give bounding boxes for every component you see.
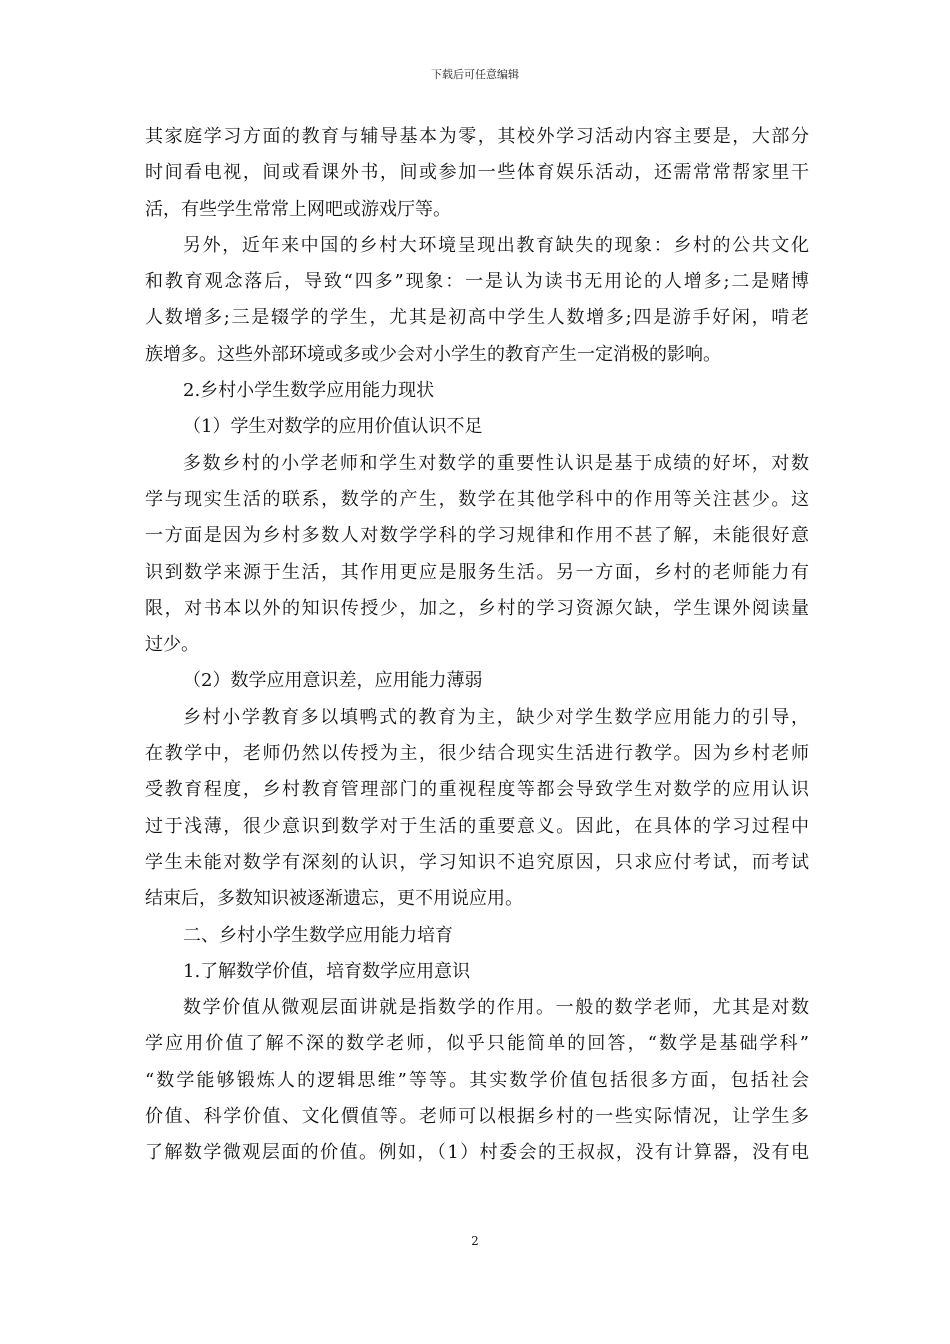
paragraph-line: 一方面是因为乡村多数人对数学学科的学习规律和作用不甚了解，未能很好意 [145,525,809,547]
paragraph-line: 人数增多;三是辍学的学生，尤其是初高中学生人数增多;四是游手好闲，啃老 [145,307,809,329]
paragraph-line: 其家庭学习方面的教育与辅导基本为零，其校外学习活动内容主要是，大部分 [145,126,809,147]
paragraph-line: 乡村小学教育多以填鸭式的教育为主，缺少对学生数学应用能力的引导， [183,706,809,728]
paragraph-line: 学与现实生活的联系，数学的产生，数学在其他学科中的作用等关注甚少。这 [145,488,809,510]
paragraph-line: 限，对书本以外的知识传授少，加之，乡村的学习资源欠缺，学生课外阅读量 [145,597,809,619]
paragraph-line: （1）学生对数学的应用价值认识不足 [183,416,483,438]
paragraph-line: 过于浅薄，很少意识到数学对于生活的重要意义。因此，在具体的学习过程中 [145,815,809,837]
paragraph-line: 多数乡村的小学老师和学生对数学的重要性认识是基于成绩的好坏，对数 [183,452,809,474]
paragraph-line: 1.了解数学价值，培育数学应用意识 [183,960,471,982]
document-body [145,119,809,1172]
paragraph-line: 时间看电视，间或看课外书，间或参加一些体育娱乐活动，还需常常帮家里干 [145,162,809,184]
paragraph-line: 族增多。这些外部环境或多或少会对小学生的教育产生一定消极的影响。 [145,343,721,365]
paragraph-line: 识到数学来源于生活，其作用更应是服务生活。另一方面，乡村的老师能力有 [145,561,809,583]
paragraph-line: 和教育观念落后，导致“四多”现象：一是认为读书无用论的人增多;二是赌博 [145,271,809,293]
paragraph-line: 结束后，多数知识被逐渐遗忘，更不用说应用。 [145,888,523,910]
paragraph-line: 活，有些学生常常上网吧或游戏厅等。 [145,198,451,220]
paragraph-line: “数学能够锻炼人的逻辑思维”等等。其实数学价值包括很多方面，包括社会 [145,1069,809,1091]
paragraph-line: 价值、科学价值、文化價值等。老师可以根据乡村的一些实际情况，让学生多 [145,1106,809,1128]
paragraph-line: 数学价值从微观层面讲就是指数学的作用。一般的数学老师，尤其是对数 [183,997,809,1019]
paragraph-line: 2.乡村小学生数学应用能力现状 [183,380,435,402]
paragraph-line: 另外，近年来中国的乡村大环境呈现出教育缺失的现象：乡村的公共文化 [183,234,809,256]
paragraph-line: 受教育程度，乡村教育管理部门的重视程度等都会导致学生对数学的应用认识 [145,779,809,801]
paragraph-line: （2）数学应用意识差，应用能力薄弱 [183,670,483,692]
page-number: 2 [471,1234,479,1248]
paragraph-line: 二、乡村小学生数学应用能力培育 [183,924,453,946]
paragraph-line: 过少。 [145,634,199,656]
paragraph-line: 学生未能对数学有深刻的认识，学习知识不追究原因，只求应付考试，而考试 [145,851,809,873]
paragraph-line: 在教学中，老师仍然以传授为主，很少结合现实生活进行教学。因为乡村老师 [145,743,809,765]
page-header: 下载后可任意编辑 [431,68,519,81]
paragraph-line: 学应用价值了解不深的数学老师，似乎只能简单的回答，“数学是基础学科” [145,1033,809,1055]
paragraph-line: 了解数学微观层面的价值。例如，（1）村委会的王叔叔，没有计算器，没有电 [145,1142,809,1164]
